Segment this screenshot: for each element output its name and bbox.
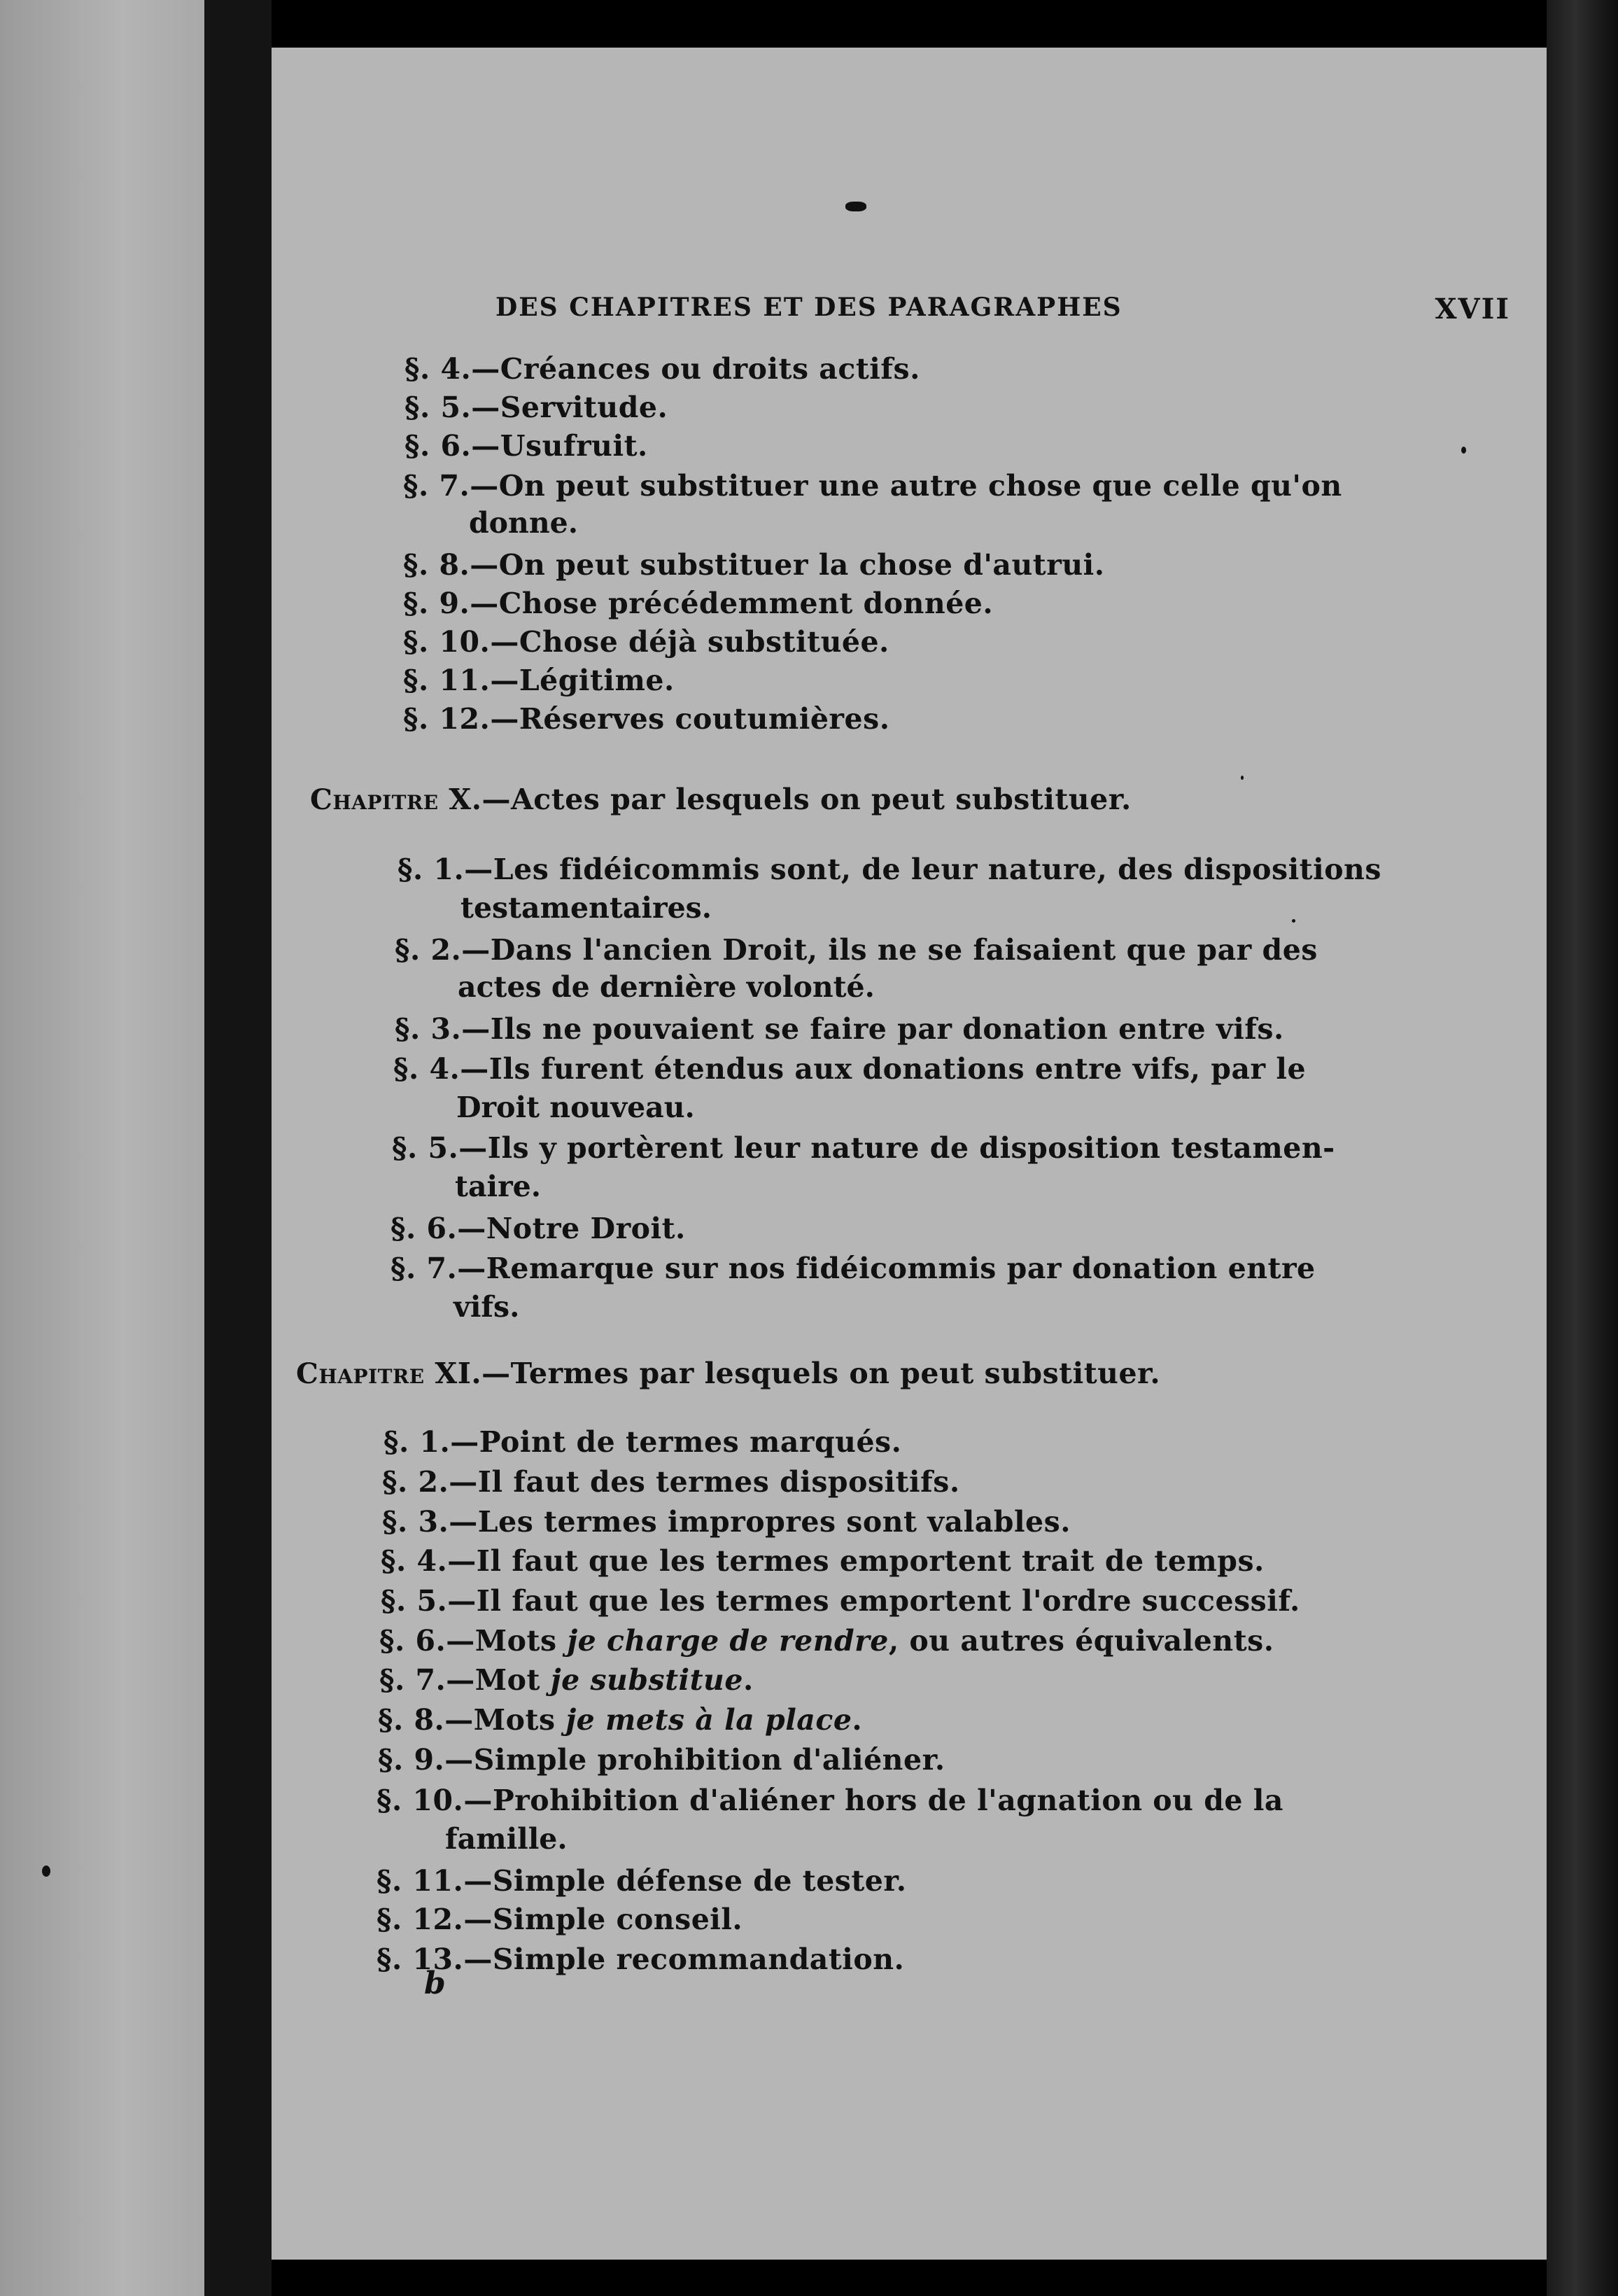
toc-entry: §. 3.—Ils ne pouvaient se faire par donation entre vifs.	[395, 1012, 1284, 1046]
toc-entry: §. 12.—Réserves coutumières.	[403, 702, 890, 736]
toc-entry: §. 6.—Mots je charge de rendre, ou autres équivalents.	[379, 1624, 1274, 1658]
toc-entry: §. 1.—Point de termes marqués.	[384, 1425, 902, 1459]
signature-mark: b	[424, 1966, 446, 2001]
book-page	[272, 48, 1547, 2260]
toc-entry: §. 7.—Remarque sur nos fidéicommis par donation entre	[391, 1252, 1316, 1285]
toc-entry: §. 3.—Les termes impropres sont valables.	[382, 1505, 1071, 1539]
toc-entry: §. 9.—Simple prohibition d'aliéner.	[378, 1743, 945, 1777]
toc-entry: §. 6.—Usufruit.	[404, 429, 648, 463]
page-edge-shadow	[1547, 0, 1618, 2296]
ink-speck	[1241, 776, 1244, 780]
facing-page-edge	[0, 0, 204, 2296]
toc-entry: §. 2.—Il faut des termes dispositifs.	[382, 1465, 960, 1499]
toc-entry: §. 8.—On peut substituer la chose d'autrui.	[403, 548, 1105, 582]
ink-speck	[1292, 919, 1295, 923]
toc-entry: §. 6.—Notre Droit.	[391, 1212, 686, 1245]
page-number: XVII	[1435, 293, 1510, 326]
toc-entry: §. 13.—Simple recommandation.	[377, 1942, 905, 1976]
toc-entry: §. 11.—Légitime.	[403, 664, 675, 697]
toc-entry: §. 7.—Mot je substitue.	[379, 1663, 754, 1697]
chapter-heading: Chapitre X.—Actes par lesquels on peut substituer.	[310, 783, 1132, 816]
toc-entry: §. 9.—Chose précédemment donnée.	[403, 587, 994, 620]
toc-entry: §. 11.—Simple défense de tester.	[377, 1864, 907, 1898]
toc-entry: §. 2.—Dans l'ancien Droit, ils ne se faisaient que par des	[395, 933, 1318, 967]
toc-entry: §. 10.—Prohibition d'aliéner hors de l'agnation ou de la	[377, 1784, 1283, 1817]
toc-entry: §. 10.—Chose déjà substituée.	[403, 625, 889, 659]
toc-entry: §. 5.—Ils y portèrent leur nature de disposition testamen-	[392, 1131, 1335, 1165]
toc-entry-continuation: famille.	[445, 1822, 568, 1856]
ink-speck	[42, 1865, 50, 1877]
toc-entry: §. 4.—Il faut que les termes emportent trait de temps.	[381, 1544, 1265, 1578]
toc-entry-continuation: Droit nouveau.	[456, 1091, 695, 1124]
ink-speck	[1461, 447, 1466, 454]
toc-entry-continuation: actes de dernière volonté.	[458, 970, 875, 1004]
toc-entry: §. 8.—Mots je mets à la place.	[378, 1703, 863, 1737]
toc-entry: §. 12.—Simple conseil.	[377, 1903, 743, 1936]
chapter-heading: Chapitre XI.—Termes par lesquels on peut substituer.	[296, 1357, 1161, 1390]
running-head	[495, 293, 1510, 335]
toc-entry-continuation: taire.	[455, 1170, 542, 1203]
toc-entry-continuation: testamentaires.	[460, 891, 712, 925]
toc-entry: §. 5.—Il faut que les termes emportent l'ordre successif.	[381, 1584, 1300, 1618]
running-head-title: DES CHAPITRES ET DES PARAGRAPHES	[495, 293, 1123, 322]
toc-entry: §. 1.—Les fidéicommis sont, de leur nature, des dispositions	[398, 853, 1381, 886]
book-gutter	[204, 0, 272, 2296]
toc-entry: §. 5.—Servitude.	[404, 391, 668, 424]
toc-entry-continuation: donne.	[469, 506, 578, 540]
ink-speck	[845, 202, 866, 211]
toc-entry: §. 4.—Créances ou droits actifs.	[404, 352, 920, 386]
toc-entry: §. 7.—On peut substituer une autre chose que celle qu'on	[403, 469, 1342, 503]
toc-entry-continuation: vifs.	[453, 1290, 520, 1324]
toc-entry: §. 4.—Ils furent étendus aux donations entre vifs, par le	[393, 1052, 1307, 1086]
